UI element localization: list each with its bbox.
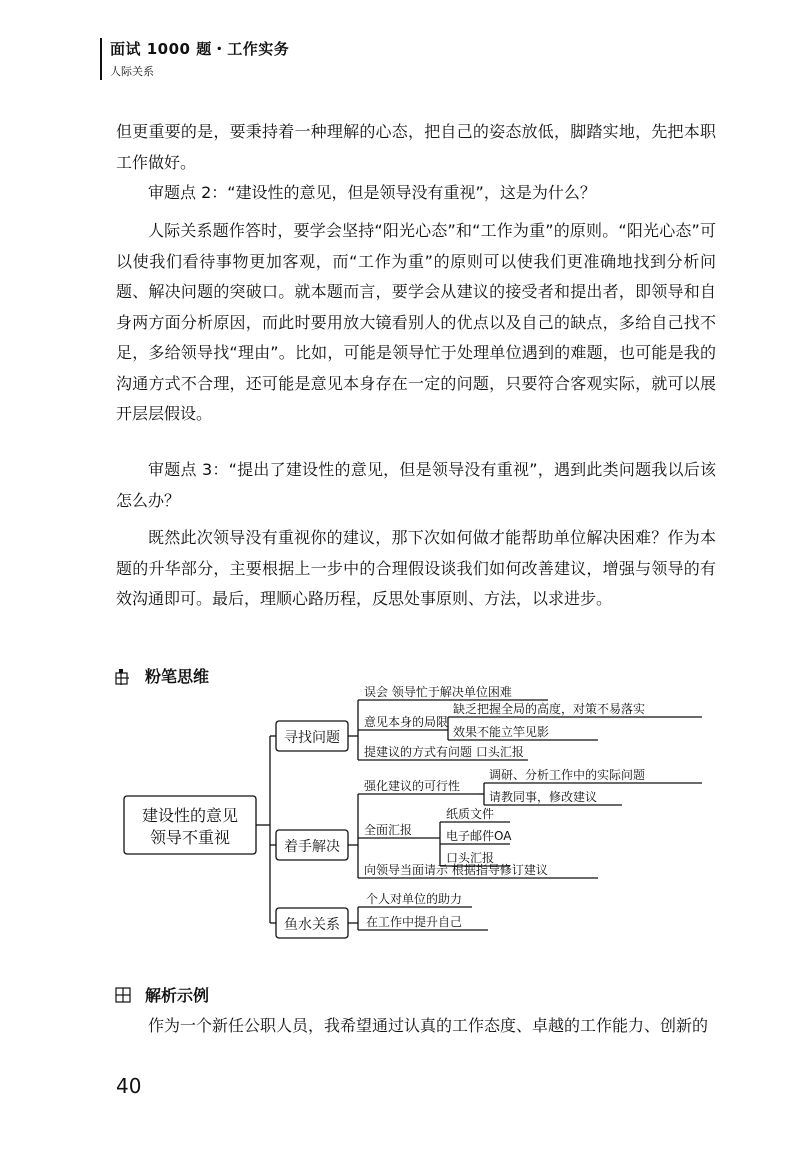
branch-1-label: 寻找问题 <box>284 730 340 746</box>
branch-3-item-2: 在工作中提升自己 <box>366 915 463 929</box>
branch-1-item-2: 意见本身的局限 <box>364 715 449 729</box>
branch-2-item-2: 全面汇报 <box>364 823 413 837</box>
branch-1-sub-1: 缺乏把握全局的高度，对策不易落实 <box>453 702 646 716</box>
mindmap-root-line2: 领导不重视 <box>149 828 231 847</box>
grid-icon <box>115 987 131 1003</box>
paragraph-1: 但更重要的是，要秉持着一种理解的心态，把自己的姿态放低，脚踏实地，先把本职工作做好。 <box>116 122 716 172</box>
branch-3-item-1: 个人对单位的助力 <box>366 892 463 906</box>
mindmap-heading-text: 粉笔思维 <box>145 667 210 686</box>
branch-1-item-1: 误会 领导忙于解决单位困难 <box>364 685 512 699</box>
paragraph-2: 审题点 2：“建设性的意见，但是领导没有重视”，这是为什么？ <box>148 183 596 202</box>
branch-1-sub-2: 效果不能立竿见影 <box>453 725 550 739</box>
book-title: 面试 1000 题・工作实务 <box>110 40 290 58</box>
page-number: 40 <box>116 1074 142 1098</box>
branch-2-item-3: 向领导当面请示 根据指导修订建议 <box>364 863 548 877</box>
analysis-paragraph: 作为一个新任公职人员，我希望通过认真的工作态度、卓越的工作能力、创新的 <box>148 1016 709 1035</box>
paragraph-5: 既然此次领导没有重视你的建议，那下次如何做才能帮助单位解决困难？作为本题的升华部分，主要根据上一步中的合理假设谈我们如何改善建议，增强与领导的有效沟通即可。最后，理顺心路历程，反思处事原则、方法，以求进步。 <box>116 528 716 608</box>
branch-2-report-3: 口头汇报 <box>446 851 495 865</box>
mindmap-diagram <box>110 680 730 942</box>
branch-2-report-2: 电子邮件OA <box>446 829 512 843</box>
analysis-heading <box>115 983 209 1006</box>
branch-2-feasibility-1: 调研、分析工作中的实际问题 <box>489 768 646 782</box>
section-label: 人际关系 <box>110 65 154 78</box>
paragraph-3: 人际关系题作答时，要学会坚持“阳光心态”和“工作为重”的原则。“阳光心态”可以使我们看待事物更加客观，而“工作为重”的原则可以使我们更准确地找到分析问题、解决问题的突破口。就本题而言，要学会从建议的接受者和提出者，即领导和自身两方面分析原因，而此时要用放大镜看别人的优点以及自己的缺点，多给自己找不足，多给领导找“理由”。比如，可能是领导忙于处理单位遇到的难题，也可能是我的沟通方式不合理，还可能是意见本身存在一定的问题，只要符合客观实际，就可以展开层层假设。 <box>116 221 716 423</box>
paragraph-4: 审题点 3：“提出了建设性的意见，但是领导没有重视”，遇到此类问题我以后该怎么办？ <box>116 460 716 510</box>
branch-2-label: 着手解决 <box>284 839 340 855</box>
branch-2-item-1: 强化建议的可行性 <box>364 779 461 793</box>
branch-3-label: 鱼水关系 <box>284 917 340 933</box>
branch-2-feasibility-2: 请教同事，修改建议 <box>489 790 598 804</box>
analysis-heading-text: 解析示例 <box>145 986 210 1005</box>
header-rule <box>100 38 102 80</box>
branch-1-item-3: 提建议的方式有问题 口头汇报 <box>364 745 524 759</box>
branch-2-report-1: 纸质文件 <box>446 807 495 821</box>
mindmap-root-line1: 建设性的意见 <box>141 806 239 825</box>
